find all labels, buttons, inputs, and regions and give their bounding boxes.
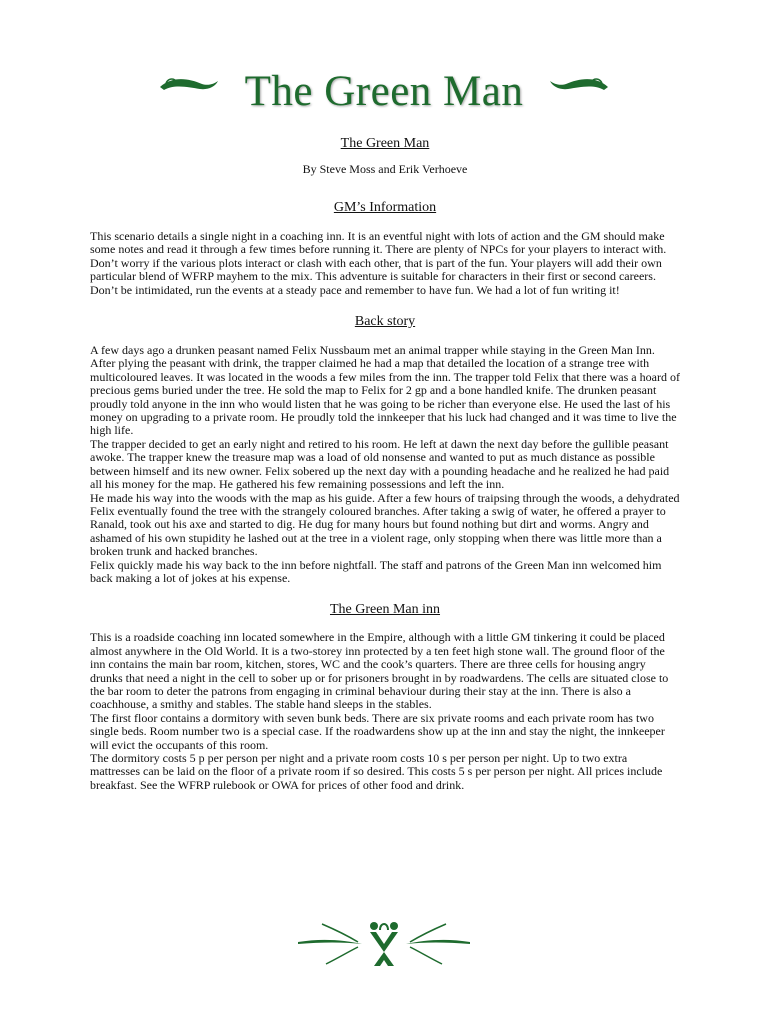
document-title: The Green Man	[340, 136, 430, 151]
author-byline: By Steve Moss and Erik Verhoeve	[302, 162, 468, 176]
inn-paragraph: The dormitory costs 5 p per person per night and a private room costs 10 s per person per night. Up to two extra mattresses can be laid on the floor of a private room if so desired. This costs 5 s per person per night. All prices include breakfast. See the WFRP rulebook or OWA for prices of other food and drink.	[90, 751, 663, 792]
back-story-paragraph: A few days ago a drunken peasant named Felix Nussbaum met an animal trapper while staying in the Green Man Inn. After plying the peasant with drink, the trapper claimed he had a map that detailed the location of a strange tree with multicoloured leaves. It was located in the woods a few miles from the inn. The trapper told Felix that there was a hoard of precious gems buried under the tree. He sold the map to Felix for 2 gp and a bone handled knife. The drunken peasant proudly told anyone in the inn who would listen that he was going to be richer than everyone else. He used the last of his money on upgrading to a private room. He proudly told the innkeeper that his luck had changed and it was time to live the high life.	[90, 343, 680, 438]
back-story-heading: Back story	[354, 314, 416, 330]
gm-information-heading: GM’s Information	[333, 200, 437, 215]
right-flourish-icon	[548, 70, 610, 100]
inn-paragraph: The first floor contains a dormitory with seven bunk beds. There are six private rooms and each private room has two single beds. Room number two is a special case. If the roadwardens show up at the inn and stay the night, the innkeeper will evict the occupants of this room.	[90, 710, 665, 752]
title-banner	[0, 62, 768, 122]
green-man-inn-section	[90, 601, 680, 792]
gm-information-paragraph: This scenario details a single night in a coaching inn. It is an eventful night with lots of action and the GM should make some notes and read it through a few times before running it. There are plenty of NPCs for your players to interact with. Don’t worry if the various plots interact or clash with each other, that is part of the fun. Your players will add their own particular blend of WFRP mayhem to the mix. This adventure is suitable for characters in their first or second careers. Don’t be intimidated, run the events at a steady pace and remember to have fun. We had a lot of fun writing it!	[90, 229, 667, 297]
footer-ornament-icon	[292, 912, 476, 974]
back-story-section	[90, 313, 680, 585]
back-story-paragraph: He made his way into the woods with the map as his guide. After a few hours of traipsing through the woods, a dehydrated Felix eventually found the tree with the strangely coloured branches. After taking a swig of water, he offered a prayer to Ranald, took out his axe and started to dig. He dug for many hours but found nothing but dirt and worms. Angry and ashamed of his own stupidity he lashed out at the tree in a violent rage, only stopping when there was little more than a broken trunk and hacked branches.	[90, 490, 680, 559]
green-man-inn-heading: The Green Man inn	[329, 602, 441, 618]
back-story-paragraph: The trapper decided to get an early night and retired to his room. He left at dawn the next day before the gullible peasant awoke. The trapper knew the treasure map was a load of old nonsense and wanted to put as much distance as possible between himself and its new owner. Felix sobered up the next day with a pounding headache and he realized he had paid all his money for the map. He gathered his few remaining possessions and left the inn.	[90, 436, 670, 492]
gm-information-section	[90, 199, 680, 297]
document-body	[90, 135, 680, 792]
back-story-paragraph: Felix quickly made his way back to the inn before nightfall. The staff and patrons of the Green Man inn welcomed him back making a lot of jokes at his expense.	[90, 557, 662, 585]
banner-title: The Green Man	[244, 68, 524, 115]
inn-paragraph: This is a roadside coaching inn located somewhere in the Empire, although with a little GM tinkering it could be placed almost anywhere in the Old World. It is a two-storey inn protected by a ten feet high stone wall. The ground floor of the inn contains the main bar room, kitchen, stores, WC and the cook’s quarters. There are three cells for housing angry drunks that need a night in the cell to sober up or for prisoners brought in by roadwardens. The cells are situated close to the bar room to deter the patrons from engaging in criminal behaviour during their stay at the inn. There is also a coachhouse, a smithy and stables. The stable hand sleeps in the stables.	[90, 630, 669, 712]
